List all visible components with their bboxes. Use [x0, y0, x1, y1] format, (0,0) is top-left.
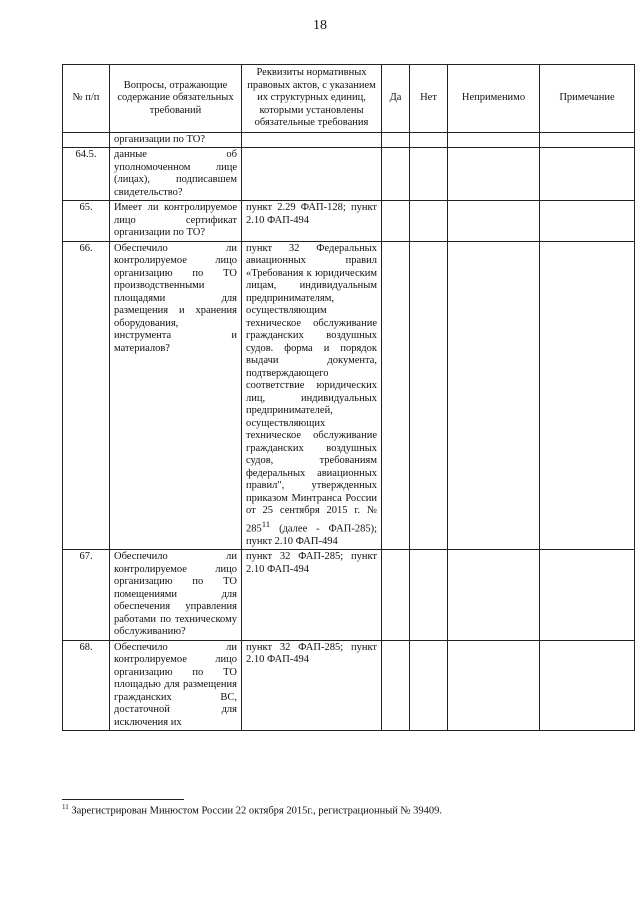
header-note: Примечание — [540, 65, 635, 133]
not-applicable-cell — [448, 241, 540, 550]
yes-cell — [382, 148, 410, 201]
note-cell — [540, 550, 635, 641]
row-question: организации по ТО? — [110, 132, 242, 148]
no-cell — [410, 201, 448, 242]
row-question: Имеет ли контролируемое лицо сертификат организации по ТО? — [110, 201, 242, 242]
no-cell — [410, 148, 448, 201]
header-yes: Да — [382, 65, 410, 133]
note-cell — [540, 241, 635, 550]
requirements-checklist-table — [62, 64, 635, 731]
table-row — [63, 550, 635, 641]
header-number: № п/п — [63, 65, 110, 133]
not-applicable-cell — [448, 148, 540, 201]
reference-text-continued: (далее - ФАП-285); пункт 2.10 ФАП-494 — [246, 523, 377, 547]
header-question: Вопросы, отражающие содержание обязательных требований — [110, 65, 242, 133]
no-cell — [410, 132, 448, 148]
page-number: 18 — [313, 18, 327, 33]
footnote-marker: 11 — [261, 518, 271, 529]
table-row — [63, 640, 635, 731]
row-references — [242, 241, 382, 550]
not-applicable-cell — [448, 201, 540, 242]
yes-cell — [382, 241, 410, 550]
header-references: Реквизиты нормативных правовых актов, с указанием их структурных единиц, которыми установлены обязательные требования — [242, 65, 382, 133]
row-question: данные об уполномоченном лице (лицах), подписавшем свидетельство? — [110, 148, 242, 201]
footnote — [62, 803, 442, 817]
not-applicable-cell — [448, 640, 540, 731]
footnote-marker: 11 — [62, 803, 69, 811]
row-question: Обеспечило ли контролируемое лицо организацию по ТО производственными площадями для размещения и хранения оборудования, инструмента и материалов? — [110, 241, 242, 550]
table-row — [63, 148, 635, 201]
row-number: 65. — [63, 201, 110, 242]
table-header-row — [63, 65, 635, 133]
yes-cell — [382, 201, 410, 242]
yes-cell — [382, 640, 410, 731]
row-number: 68. — [63, 640, 110, 731]
no-cell — [410, 241, 448, 550]
note-cell — [540, 132, 635, 148]
table-row — [63, 132, 635, 148]
row-references — [242, 132, 382, 148]
table-row — [63, 241, 635, 550]
row-number: 64.5. — [63, 148, 110, 201]
row-references: пункт 2.29 ФАП-128; пункт 2.10 ФАП-494 — [242, 201, 382, 242]
no-cell — [410, 640, 448, 731]
note-cell — [540, 201, 635, 242]
row-references: пункт 32 ФАП-285; пункт 2.10 ФАП-494 — [242, 550, 382, 641]
footnote-text: Зарегистрирован Минюстом России 22 октября 2015г., регистрационный № 39409. — [68, 805, 443, 817]
not-applicable-cell — [448, 132, 540, 148]
row-question: Обеспечило ли контролируемое лицо организацию по ТО помещениями для обеспечения управления работами по техническому обслуживанию? — [110, 550, 242, 641]
header-not-applicable: Неприменимо — [448, 65, 540, 133]
row-references — [242, 148, 382, 201]
row-references: пункт 32 ФАП-285; пункт 2.10 ФАП-494 — [242, 640, 382, 731]
not-applicable-cell — [448, 550, 540, 641]
note-cell — [540, 148, 635, 201]
row-number: 67. — [63, 550, 110, 641]
reference-text: пункт 32 Федеральных авиационных правил «Требования к юридическим лицам, индивидуальным предпринимателям, осуществляющим техническое обслуживание гражданских воздушных судов. форма и порядок выдачи документа, подтверждающего соответствие юридических лиц, индивидуальных предпринимателей, осуществляющих техническое обслуживание гражданских воздушных судов, требованиям федеральных авиационных правил", утвержденных приказом Минтранса России от 25 сентября 2015 г. № 285 — [246, 242, 377, 534]
table-row — [63, 201, 635, 242]
row-question: Обеспечило ли контролируемое лицо организацию по ТО площадью для размещения гражданских ВС, достаточной для исключения их — [110, 640, 242, 731]
footnote-divider — [62, 799, 184, 800]
header-no: Нет — [410, 65, 448, 133]
no-cell — [410, 550, 448, 641]
yes-cell — [382, 550, 410, 641]
row-number: 66. — [63, 241, 110, 550]
row-number — [63, 132, 110, 148]
note-cell — [540, 640, 635, 731]
yes-cell — [382, 132, 410, 148]
